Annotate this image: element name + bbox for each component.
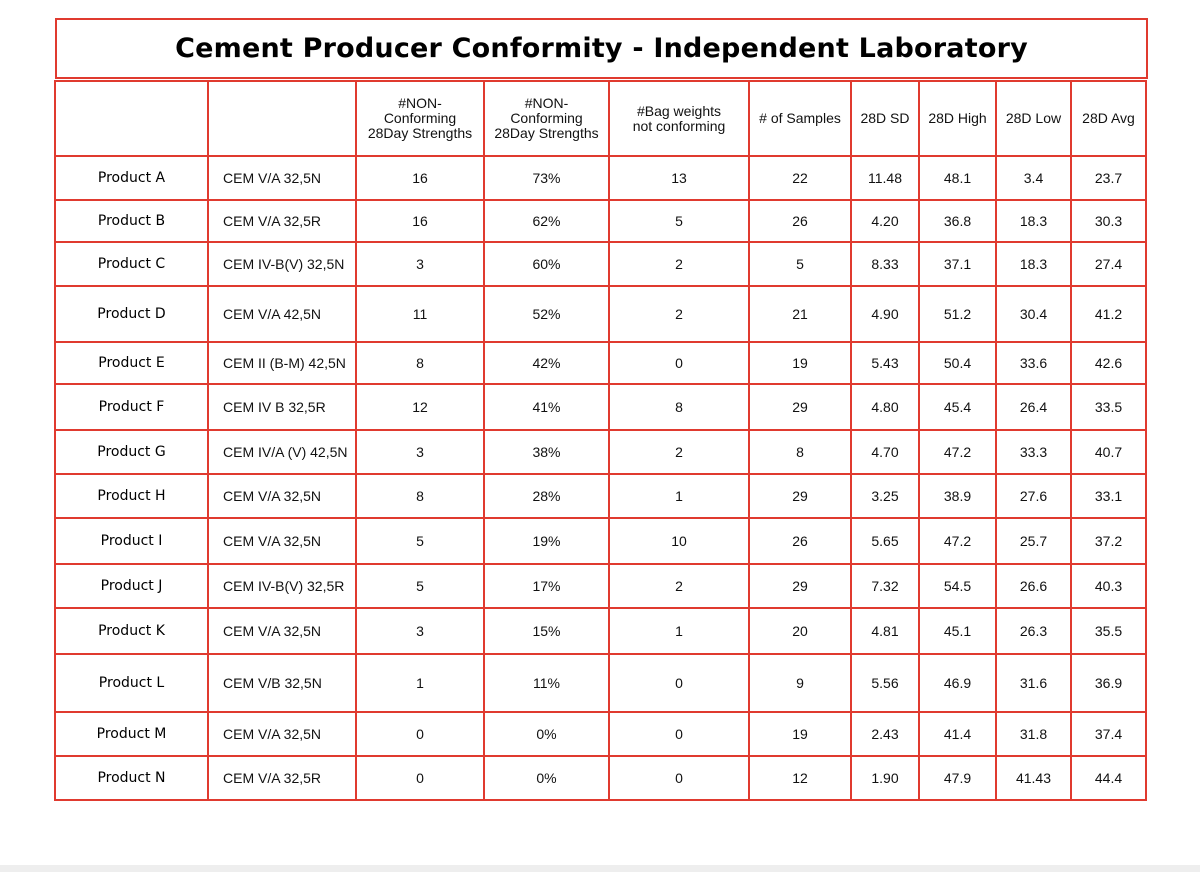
table-row (55, 518, 1146, 564)
nonconforming-count: 11 (356, 286, 484, 342)
high-28d: 48.1 (919, 156, 996, 200)
bag-weights-nonconforming: 13 (609, 156, 749, 200)
nonconforming-count: 1 (356, 654, 484, 712)
header-28d-low: 28D Low (996, 81, 1071, 156)
product-name: Product M (55, 712, 208, 756)
cement-type: CEM V/B 32,5N (208, 654, 356, 712)
table-row (55, 342, 1146, 384)
table-row (55, 286, 1146, 342)
nonconforming-percent: 11% (484, 654, 609, 712)
bag-weights-nonconforming: 2 (609, 564, 749, 608)
bag-weights-nonconforming: 0 (609, 712, 749, 756)
sample-count: 29 (749, 564, 851, 608)
nonconforming-percent: 15% (484, 608, 609, 654)
low-28d: 3.4 (996, 156, 1071, 200)
cement-type: CEM V/A 32,5N (208, 608, 356, 654)
table-row (55, 384, 1146, 430)
sd-28d: 5.43 (851, 342, 919, 384)
sample-count: 20 (749, 608, 851, 654)
bag-weights-nonconforming: 10 (609, 518, 749, 564)
nonconforming-count: 0 (356, 712, 484, 756)
nonconforming-percent: 19% (484, 518, 609, 564)
sd-28d: 4.81 (851, 608, 919, 654)
product-name: Product I (55, 518, 208, 564)
sd-28d: 4.20 (851, 200, 919, 242)
nonconforming-percent: 28% (484, 474, 609, 518)
conformity-table (54, 80, 1147, 801)
sd-28d: 8.33 (851, 242, 919, 286)
high-28d: 46.9 (919, 654, 996, 712)
low-28d: 25.7 (996, 518, 1071, 564)
low-28d: 31.6 (996, 654, 1071, 712)
header-nonconforming-count: #NON- Conforming 28Day Strengths (356, 81, 484, 156)
bag-weights-nonconforming: 2 (609, 286, 749, 342)
nonconforming-count: 12 (356, 384, 484, 430)
low-28d: 26.6 (996, 564, 1071, 608)
bag-weights-nonconforming: 2 (609, 430, 749, 474)
product-name: Product J (55, 564, 208, 608)
product-name: Product L (55, 654, 208, 712)
product-name: Product D (55, 286, 208, 342)
nonconforming-count: 5 (356, 564, 484, 608)
sample-count: 5 (749, 242, 851, 286)
sd-28d: 1.90 (851, 756, 919, 800)
nonconforming-percent: 17% (484, 564, 609, 608)
cement-type: CEM V/A 32,5N (208, 474, 356, 518)
cement-type: CEM IV-B(V) 32,5N (208, 242, 356, 286)
table-row (55, 200, 1146, 242)
table-row (55, 564, 1146, 608)
table-row (55, 654, 1146, 712)
header-nonconforming-percent: #NON- Conforming 28Day Strengths (484, 81, 609, 156)
avg-28d: 40.3 (1071, 564, 1146, 608)
high-28d: 54.5 (919, 564, 996, 608)
sd-28d: 4.70 (851, 430, 919, 474)
high-28d: 37.1 (919, 242, 996, 286)
table-row (55, 430, 1146, 474)
cement-type: CEM IV/A (V) 42,5N (208, 430, 356, 474)
product-name: Product H (55, 474, 208, 518)
nonconforming-count: 3 (356, 608, 484, 654)
header-product (55, 81, 208, 156)
product-name: Product N (55, 756, 208, 800)
sample-count: 26 (749, 200, 851, 242)
nonconforming-percent: 42% (484, 342, 609, 384)
title-box (55, 18, 1148, 79)
avg-28d: 42.6 (1071, 342, 1146, 384)
header-28d-high: 28D High (919, 81, 996, 156)
sd-28d: 5.65 (851, 518, 919, 564)
nonconforming-count: 16 (356, 156, 484, 200)
avg-28d: 37.4 (1071, 712, 1146, 756)
sample-count: 19 (749, 712, 851, 756)
table-body (55, 156, 1146, 800)
bag-weights-nonconforming: 8 (609, 384, 749, 430)
bag-weights-nonconforming: 5 (609, 200, 749, 242)
bottom-strip (0, 865, 1200, 872)
cement-type: CEM V/A 42,5N (208, 286, 356, 342)
header-row (55, 81, 1146, 156)
low-28d: 26.3 (996, 608, 1071, 654)
sd-28d: 4.90 (851, 286, 919, 342)
table-row (55, 156, 1146, 200)
high-28d: 47.2 (919, 430, 996, 474)
avg-28d: 35.5 (1071, 608, 1146, 654)
header-28d-avg: 28D Avg (1071, 81, 1146, 156)
cement-type: CEM V/A 32,5R (208, 756, 356, 800)
bag-weights-nonconforming: 0 (609, 342, 749, 384)
nonconforming-count: 16 (356, 200, 484, 242)
nonconforming-percent: 0% (484, 712, 609, 756)
cement-type: CEM V/A 32,5N (208, 518, 356, 564)
avg-28d: 41.2 (1071, 286, 1146, 342)
nonconforming-count: 5 (356, 518, 484, 564)
avg-28d: 30.3 (1071, 200, 1146, 242)
avg-28d: 37.2 (1071, 518, 1146, 564)
sample-count: 29 (749, 474, 851, 518)
sample-count: 19 (749, 342, 851, 384)
low-28d: 27.6 (996, 474, 1071, 518)
low-28d: 18.3 (996, 242, 1071, 286)
low-28d: 31.8 (996, 712, 1071, 756)
cement-type: CEM IV B 32,5R (208, 384, 356, 430)
avg-28d: 33.1 (1071, 474, 1146, 518)
bag-weights-nonconforming: 0 (609, 756, 749, 800)
cement-type: CEM II (B-M) 42,5N (208, 342, 356, 384)
low-28d: 18.3 (996, 200, 1071, 242)
nonconforming-percent: 62% (484, 200, 609, 242)
sd-28d: 3.25 (851, 474, 919, 518)
nonconforming-percent: 52% (484, 286, 609, 342)
sample-count: 12 (749, 756, 851, 800)
low-28d: 33.3 (996, 430, 1071, 474)
cement-type: CEM V/A 32,5N (208, 156, 356, 200)
high-28d: 47.2 (919, 518, 996, 564)
sample-count: 22 (749, 156, 851, 200)
low-28d: 41.43 (996, 756, 1071, 800)
cement-type: CEM V/A 32,5R (208, 200, 356, 242)
header-cement-type (208, 81, 356, 156)
product-name: Product K (55, 608, 208, 654)
high-28d: 36.8 (919, 200, 996, 242)
avg-28d: 36.9 (1071, 654, 1146, 712)
table-row (55, 474, 1146, 518)
nonconforming-percent: 60% (484, 242, 609, 286)
nonconforming-count: 3 (356, 242, 484, 286)
product-name: Product G (55, 430, 208, 474)
sd-28d: 11.48 (851, 156, 919, 200)
avg-28d: 40.7 (1071, 430, 1146, 474)
table-row (55, 608, 1146, 654)
avg-28d: 33.5 (1071, 384, 1146, 430)
high-28d: 41.4 (919, 712, 996, 756)
product-name: Product B (55, 200, 208, 242)
nonconforming-count: 8 (356, 342, 484, 384)
table-row (55, 712, 1146, 756)
avg-28d: 27.4 (1071, 242, 1146, 286)
product-name: Product F (55, 384, 208, 430)
header-28d-sd: 28D SD (851, 81, 919, 156)
nonconforming-percent: 0% (484, 756, 609, 800)
cement-type: CEM V/A 32,5N (208, 712, 356, 756)
sd-28d: 2.43 (851, 712, 919, 756)
low-28d: 33.6 (996, 342, 1071, 384)
sample-count: 8 (749, 430, 851, 474)
low-28d: 30.4 (996, 286, 1071, 342)
sample-count: 21 (749, 286, 851, 342)
table-row (55, 242, 1146, 286)
nonconforming-count: 8 (356, 474, 484, 518)
product-name: Product E (55, 342, 208, 384)
nonconforming-percent: 38% (484, 430, 609, 474)
high-28d: 45.4 (919, 384, 996, 430)
high-28d: 51.2 (919, 286, 996, 342)
low-28d: 26.4 (996, 384, 1071, 430)
cement-type: CEM IV-B(V) 32,5R (208, 564, 356, 608)
bag-weights-nonconforming: 1 (609, 608, 749, 654)
bag-weights-nonconforming: 0 (609, 654, 749, 712)
high-28d: 38.9 (919, 474, 996, 518)
table-row (55, 756, 1146, 800)
sample-count: 9 (749, 654, 851, 712)
sd-28d: 7.32 (851, 564, 919, 608)
high-28d: 45.1 (919, 608, 996, 654)
nonconforming-percent: 73% (484, 156, 609, 200)
header-bag-weights: #Bag weights not conforming (609, 81, 749, 156)
sd-28d: 4.80 (851, 384, 919, 430)
sample-count: 29 (749, 384, 851, 430)
bag-weights-nonconforming: 1 (609, 474, 749, 518)
bag-weights-nonconforming: 2 (609, 242, 749, 286)
sample-count: 26 (749, 518, 851, 564)
nonconforming-count: 0 (356, 756, 484, 800)
avg-28d: 23.7 (1071, 156, 1146, 200)
avg-28d: 44.4 (1071, 756, 1146, 800)
high-28d: 47.9 (919, 756, 996, 800)
header-samples: # of Samples (749, 81, 851, 156)
page-title: Cement Producer Conformity - Independent Laboratory (175, 33, 1028, 64)
sd-28d: 5.56 (851, 654, 919, 712)
product-name: Product A (55, 156, 208, 200)
nonconforming-count: 3 (356, 430, 484, 474)
nonconforming-percent: 41% (484, 384, 609, 430)
high-28d: 50.4 (919, 342, 996, 384)
product-name: Product C (55, 242, 208, 286)
